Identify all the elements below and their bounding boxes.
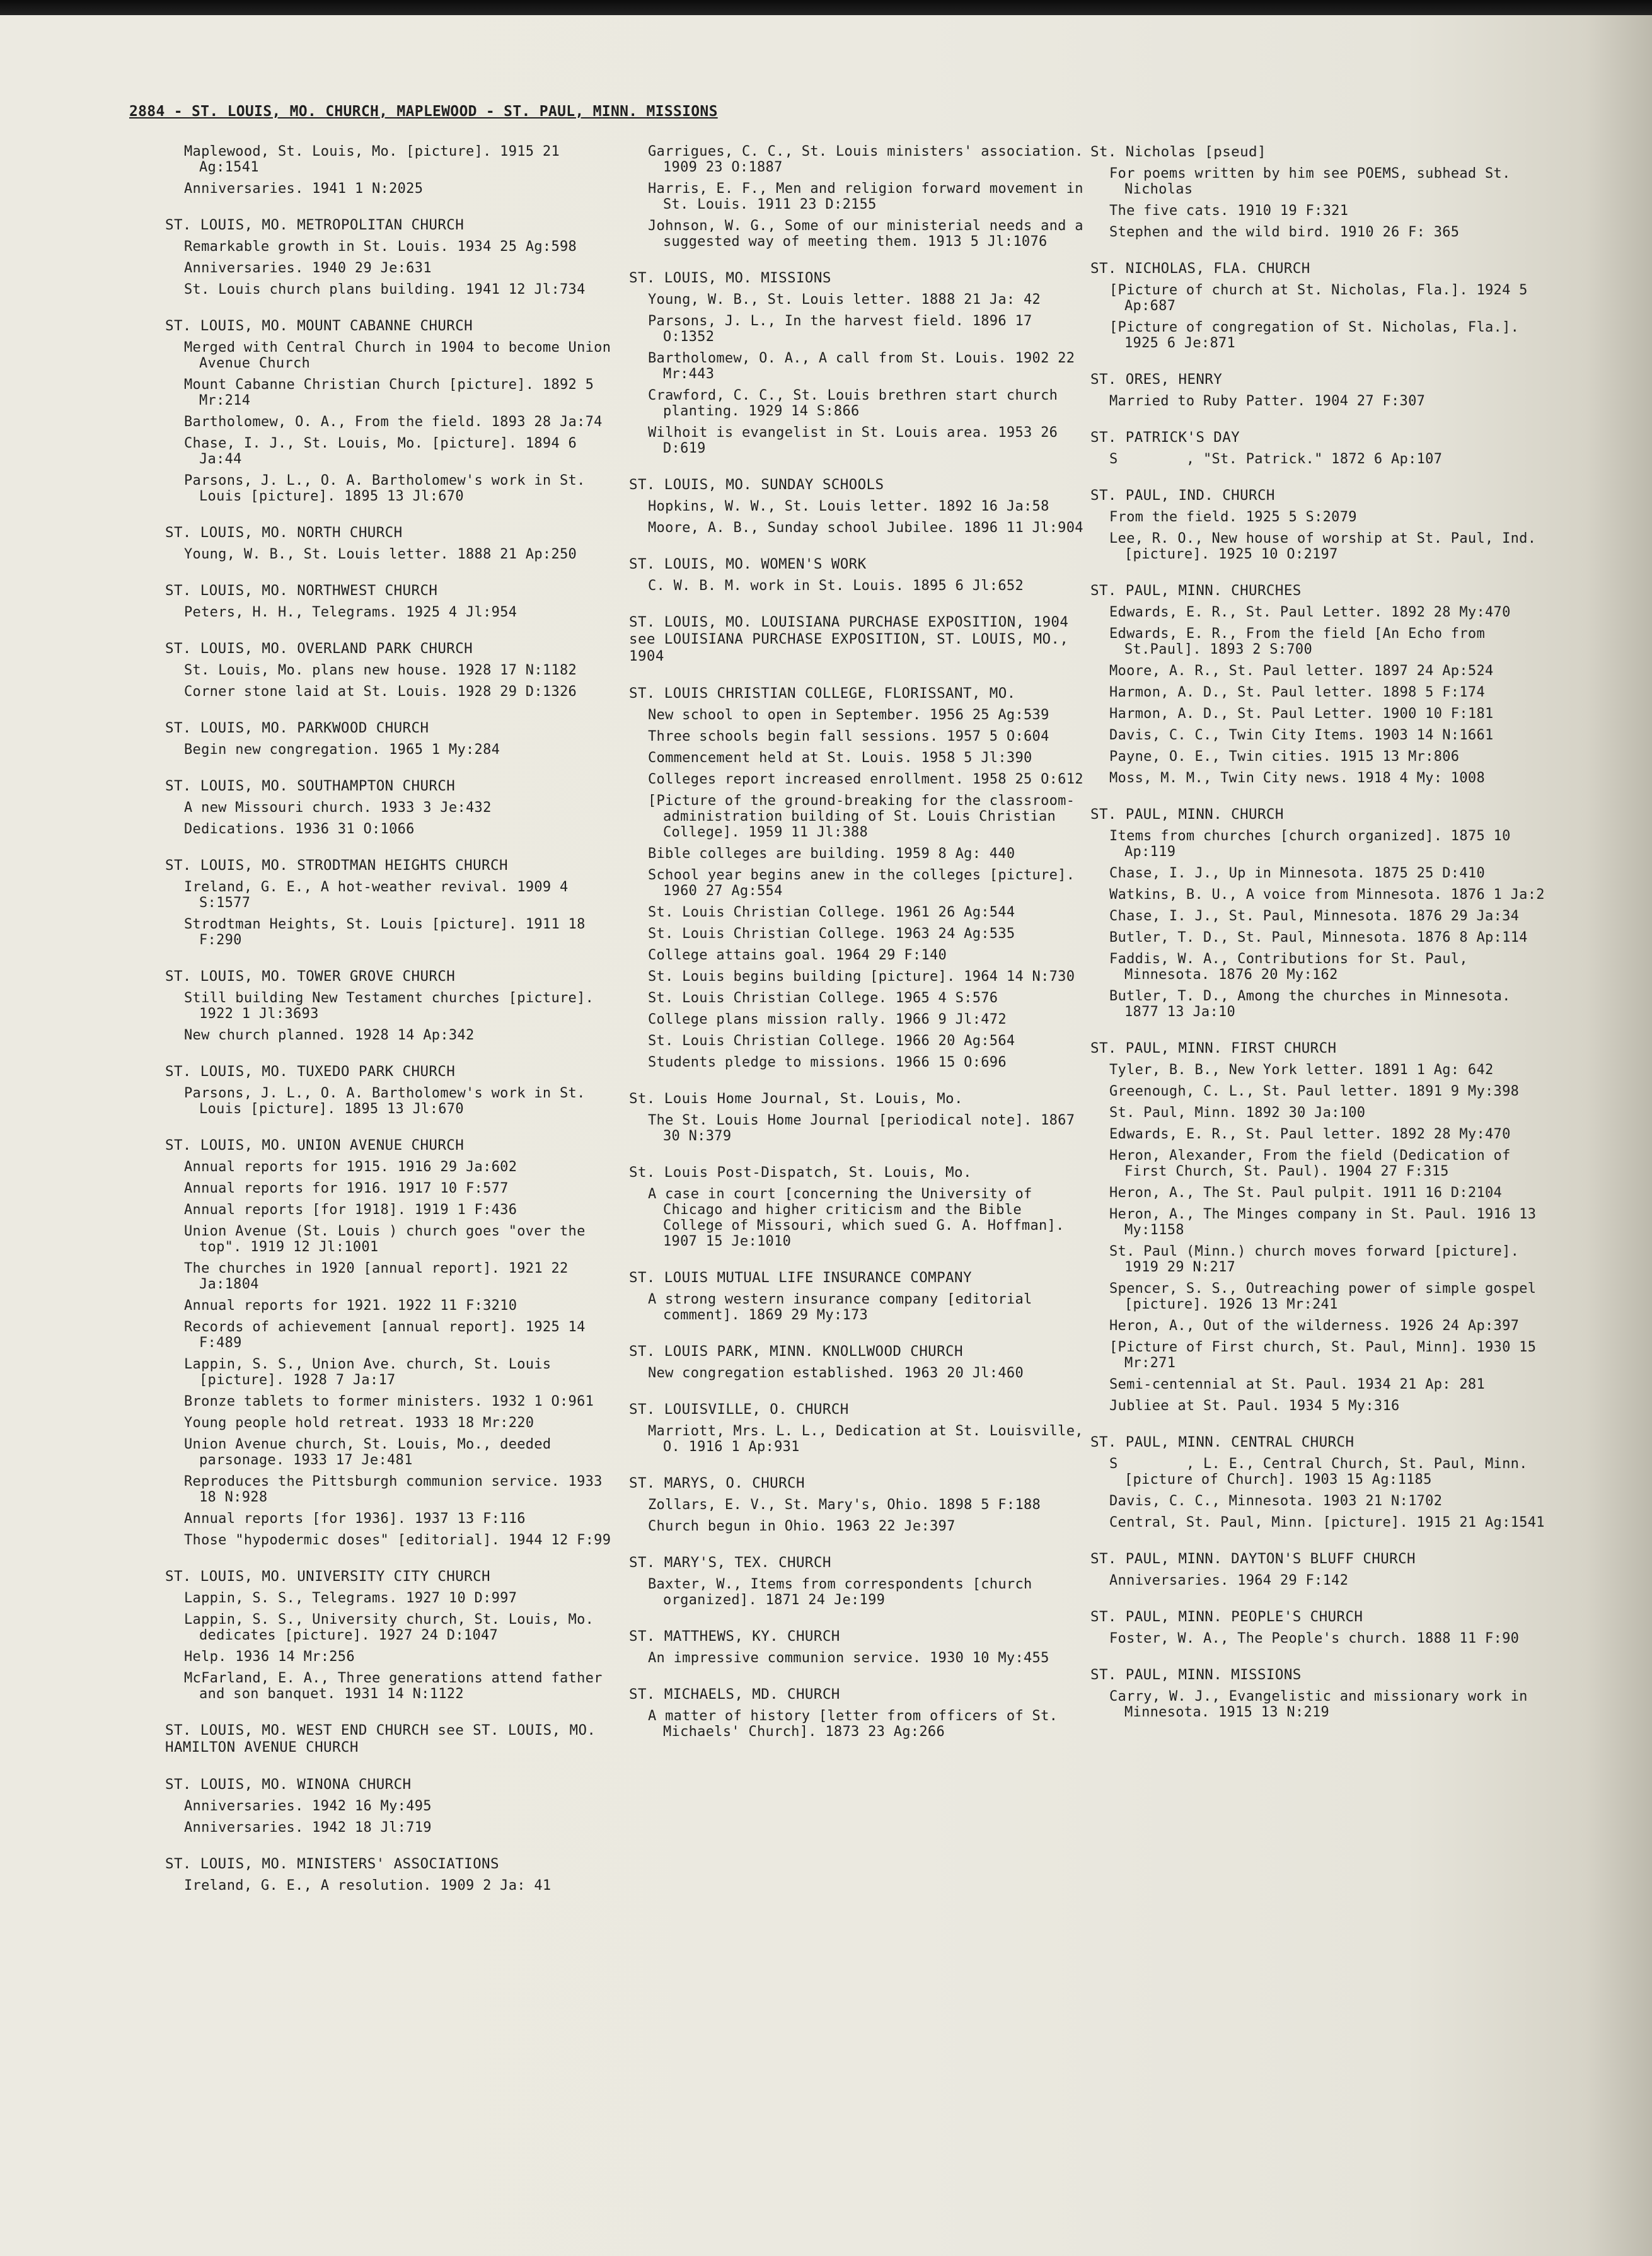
index-column-3 <box>1090 144 1551 1740</box>
section-heading: ST. LOUIS, MO. MOUNT CABANNE CHURCH <box>165 318 473 334</box>
index-entry: Harmon, A. D., St. Paul Letter. 1900 10 F:181 <box>1109 706 1494 722</box>
scan-top-edge <box>0 0 1652 15</box>
index-section <box>629 1401 1092 1455</box>
index-section <box>165 1856 625 1894</box>
index-entry: C. W. B. M. work in St. Louis. 1895 6 Jl:652 <box>648 578 1024 594</box>
index-section <box>1090 1040 1551 1414</box>
index-entry: Heron, Alexander, From the field (Dedication of First Church, St. Paul). 1904 27 F:315 <box>1109 1148 1520 1179</box>
index-section <box>629 614 1089 665</box>
section-heading: ST. PAUL, MINN. CHURCHES <box>1090 582 1302 599</box>
index-entry: Edwards, E. R., St. Paul letter. 1892 28 My:470 <box>1109 1126 1511 1142</box>
index-entry: A matter of history [letter from officers of St. Michaels' Church]. 1873 23 Ag:266 <box>648 1708 1066 1740</box>
index-entry: Marriott, Mrs. L. L., Dedication at St. Louisville, O. 1916 1 Ap:931 <box>648 1423 1092 1455</box>
index-entry: St. Louis Christian College. 1965 4 S:576 <box>648 990 998 1006</box>
index-entry: Chase, I. J., Up in Minnesota. 1875 25 D:410 <box>1109 865 1485 881</box>
index-section <box>629 1628 1089 1666</box>
index-section <box>629 144 1092 250</box>
section-heading: ST. PAUL, MINN. CHURCH <box>1090 806 1284 823</box>
index-entry: St. Paul, Minn. 1892 30 Ja:100 <box>1109 1105 1366 1121</box>
index-entry: St. Louis Christian College. 1966 20 Ag:564 <box>648 1033 1015 1049</box>
index-entry: Ireland, G. E., A resolution. 1909 2 Ja: 41 <box>184 1878 552 1894</box>
index-entry: Anniversaries. 1942 16 My:495 <box>184 1798 432 1814</box>
index-section <box>629 556 1089 594</box>
index-entry: McFarland, E. A., Three generations attend father and son banquet. 1931 14 N:1122 <box>184 1670 611 1702</box>
index-entry: Heron, A., The Minges company in St. Paul. 1916 13 My:1158 <box>1109 1206 1545 1238</box>
index-column-1 <box>165 144 625 1914</box>
index-entry: Moss, M. M., Twin City news. 1918 4 My: 1008 <box>1109 770 1485 786</box>
section-heading: ST. MICHAELS, MD. CHURCH <box>629 1686 840 1703</box>
section-heading: ST. LOUIS, MO. METROPOLITAN CHURCH <box>165 217 465 233</box>
index-entry: New church planned. 1928 14 Ap:342 <box>184 1027 475 1043</box>
index-entry: From the field. 1925 5 S:2079 <box>1109 509 1357 525</box>
section-heading: ST. MATTHEWS, KY. CHURCH <box>629 1628 840 1645</box>
section-heading: ST. LOUIS MUTUAL LIFE INSURANCE COMPANY <box>629 1270 972 1286</box>
index-entry: St. Louis, Mo. plans new house. 1928 17 N:1182 <box>184 662 577 678</box>
index-entry: Begin new congregation. 1965 1 My:284 <box>184 742 500 758</box>
section-heading: ST. LOUIS, MO. MINISTERS' ASSOCIATIONS <box>165 1856 499 1872</box>
index-entry: Greenough, C. L., St. Paul letter. 1891 9 My:398 <box>1109 1084 1520 1099</box>
index-section <box>165 778 625 837</box>
index-entry: Annual reports for 1916. 1917 10 F:577 <box>184 1181 509 1196</box>
index-entry: Central, St. Paul, Minn. [picture]. 1915 21 Ag:1541 <box>1109 1515 1545 1530</box>
index-entry: Parsons, J. L., In the harvest field. 1896 17 O:1352 <box>648 313 1041 345</box>
index-entry: Wilhoit is evangelist in St. Louis area. 1953 26 D:619 <box>648 425 1066 456</box>
index-entry: Edwards, E. R., From the field [An Echo from St.Paul]. 1893 2 S:700 <box>1109 626 1494 657</box>
index-entry: For poems written by him see POEMS, subhead St. Nicholas <box>1109 166 1520 197</box>
index-entry: Annual reports for 1921. 1922 11 F:3210 <box>184 1298 517 1314</box>
index-entry: Bartholomew, O. A., From the field. 1893 28 Ja:74 <box>184 414 603 430</box>
section-heading: ST. LOUIS, MO. UNIVERSITY CITY CHURCH <box>165 1568 491 1585</box>
index-entry: Chase, I. J., St. Paul, Minnesota. 1876 29 Ja:34 <box>1109 908 1520 924</box>
index-section <box>1090 1667 1551 1720</box>
index-section <box>165 857 625 948</box>
index-section <box>629 1090 1089 1144</box>
index-entry: Still building New Testament churches [picture]. 1922 1 Jl:3693 <box>184 990 603 1022</box>
index-entry: Lappin, S. S., University church, St. Louis, Mo. dedicates [picture]. 1927 24 D:1047 <box>184 1612 603 1643</box>
section-heading: ST. ORES, HENRY <box>1090 371 1223 388</box>
index-entry: Remarkable growth in St. Louis. 1934 25 Ag:598 <box>184 239 577 255</box>
index-entry: Payne, O. E., Twin cities. 1915 13 Mr:806 <box>1109 749 1460 765</box>
section-heading: ST. LOUIS, MO. NORTHWEST CHURCH <box>165 582 438 599</box>
index-entry: Union Avenue church, St. Louis, Mo., deeded parsonage. 1933 17 Je:481 <box>184 1437 560 1468</box>
index-entry: Edwards, E. R., St. Paul Letter. 1892 28 My:470 <box>1109 604 1511 620</box>
index-section <box>1090 806 1551 1020</box>
index-entry: Dedications. 1936 31 O:1066 <box>184 821 415 837</box>
section-heading: ST. PATRICK'S DAY <box>1090 429 1240 446</box>
index-section <box>629 685 1089 1070</box>
index-section <box>629 1164 1089 1249</box>
index-section <box>1090 144 1551 240</box>
index-entry: A case in court [concerning the University of Chicago and higher criticism and the Bible College of Missouri, which sued G. A. Hoffman]. 1907 15 Je:1010 <box>648 1186 1073 1249</box>
section-heading: ST. LOUIS, MO. NORTH CHURCH <box>165 524 403 541</box>
index-entry: Parsons, J. L., O. A. Bartholomew's work in St. Louis [picture]. 1895 13 Jl:670 <box>184 473 594 504</box>
section-heading: ST. NICHOLAS, FLA. CHURCH <box>1090 260 1310 277</box>
index-entry: Reproduces the Pittsburgh communion service. 1933 18 N:928 <box>184 1474 611 1505</box>
section-heading: ST. LOUIS, MO. WOMEN'S WORK <box>629 556 867 572</box>
index-entry: Three schools begin fall sessions. 1957 5 O:604 <box>648 729 1049 744</box>
index-entry: Those "hypodermic doses" [editorial]. 1944 12 F:99 <box>184 1532 611 1548</box>
section-heading: St. Nicholas [pseud] <box>1090 144 1266 160</box>
index-entry: Carry, W. J., Evangelistic and missionary work in Minnesota. 1915 13 N:219 <box>1109 1689 1537 1720</box>
index-entry: Items from churches [church organized]. 1875 10 Ap:119 <box>1109 828 1520 860</box>
index-entry: Help. 1936 14 Mr:256 <box>184 1649 355 1665</box>
section-heading: ST. MARYS, O. CHURCH <box>629 1475 805 1491</box>
index-section <box>629 477 1089 536</box>
index-section <box>165 217 625 298</box>
index-section <box>1090 1551 1551 1588</box>
index-entry: Young, W. B., St. Louis letter. 1888 21 Ja: 42 <box>648 292 1041 308</box>
section-heading: ST. MARY'S, TEX. CHURCH <box>629 1554 831 1571</box>
section-heading: ST. LOUIS, MO. LOUISIANA PURCHASE EXPOSITION, 1904 see LOUISIANA PURCHASE EXPOSITION, ST. LOUIS, MO., 1904 <box>629 614 1078 664</box>
index-column-2 <box>629 144 1092 1760</box>
index-entry: New school to open in September. 1956 25 Ag:539 <box>648 707 1049 723</box>
index-entry: Davis, C. C., Minnesota. 1903 21 N:1702 <box>1109 1493 1443 1509</box>
index-entry: Annual reports [for 1918]. 1919 1 F:436 <box>184 1202 517 1218</box>
section-heading: ST. LOUIS PARK, MINN. KNOLLWOOD CHURCH <box>629 1343 963 1360</box>
index-page <box>0 15 1652 2256</box>
index-entry: St. Paul (Minn.) church moves forward [picture]. 1919 29 N:217 <box>1109 1244 1528 1275</box>
index-section <box>165 1722 625 1756</box>
index-section <box>1090 371 1551 409</box>
index-entry: Young, W. B., St. Louis letter. 1888 21 Ap:250 <box>184 547 577 562</box>
index-entry: Church begun in Ohio. 1963 22 Je:397 <box>648 1518 956 1534</box>
index-entry: College plans mission rally. 1966 9 Jl:472 <box>648 1012 1007 1027</box>
index-entry: St. Louis Christian College. 1963 24 Ag:535 <box>648 926 1015 942</box>
index-entry: Garrigues, C. C., St. Louis ministers' association. 1909 23 O:1887 <box>648 144 1092 175</box>
index-entry: Bible colleges are building. 1959 8 Ag: 440 <box>648 846 1015 862</box>
index-entry: The St. Louis Home Journal [periodical note]. 1867 30 N:379 <box>648 1113 1083 1144</box>
index-entry: Crawford, C. C., St. Louis brethren start church planting. 1929 14 S:866 <box>648 388 1066 419</box>
index-entry: An impressive communion service. 1930 10 My:455 <box>648 1650 1049 1666</box>
index-section <box>165 1568 625 1702</box>
index-entry: Maplewood, St. Louis, Mo. [picture]. 1915 21 Ag:1541 <box>184 144 569 175</box>
index-section <box>165 582 625 620</box>
index-entry: [Picture of the ground-breaking for the classroom-administration building of St. Louis Christian College]. 1959 11 Jl:388 <box>648 793 1075 840</box>
section-heading: ST. PAUL, MINN. PEOPLE'S CHURCH <box>1090 1609 1363 1625</box>
index-entry: School year begins anew in the colleges [picture]. 1960 27 Ag:554 <box>648 867 1083 899</box>
section-heading: ST. LOUIS, MO. TUXEDO PARK CHURCH <box>165 1063 456 1080</box>
index-section <box>1090 582 1551 786</box>
index-entry: Heron, A., Out of the wilderness. 1926 24 Ap:397 <box>1109 1318 1520 1334</box>
index-entry: Bartholomew, O. A., A call from St. Louis. 1902 22 Mr:443 <box>648 350 1083 382</box>
index-entry: Faddis, W. A., Contributions for St. Paul, Minnesota. 1876 20 My:162 <box>1109 951 1477 983</box>
index-entry: Peters, H. H., Telegrams. 1925 4 Jl:954 <box>184 604 517 620</box>
index-entry: Anniversaries. 1964 29 F:142 <box>1109 1573 1349 1588</box>
index-entry: Parsons, J. L., O. A. Bartholomew's work in St. Louis [picture]. 1895 13 Jl:670 <box>184 1085 594 1117</box>
section-heading: ST. PAUL, MINN. MISSIONS <box>1090 1667 1302 1683</box>
index-section <box>629 1343 1089 1381</box>
index-entry: [Picture of congregation of St. Nicholas, Fla.]. 1925 6 Je:871 <box>1109 320 1528 351</box>
section-heading: ST. LOUIS, MO. MISSIONS <box>629 270 831 286</box>
index-section <box>629 1554 1089 1608</box>
index-entry: St. Louis Christian College. 1961 26 Ag:544 <box>648 905 1015 920</box>
index-section <box>165 968 625 1043</box>
index-entry: Moore, A. B., Sunday school Jubilee. 1896 11 Jl:904 <box>648 520 1083 536</box>
index-section <box>1090 487 1551 562</box>
section-heading: ST. LOUIS, MO. SOUTHAMPTON CHURCH <box>165 778 456 794</box>
index-entry: New congregation established. 1963 20 Jl:460 <box>648 1365 1024 1381</box>
index-entry: Students pledge to missions. 1966 15 O:696 <box>648 1055 1007 1070</box>
index-section <box>629 1270 1089 1323</box>
section-heading: ST. LOUIS, MO. SUNDAY SCHOOLS <box>629 477 884 493</box>
index-entry: [Picture of church at St. Nicholas, Fla.]. 1924 5 Ap:687 <box>1109 282 1537 314</box>
index-section <box>165 1063 625 1117</box>
index-entry: Butler, T. D., Among the churches in Minnesota. 1877 13 Ja:10 <box>1109 988 1520 1020</box>
index-entry: S , L. E., Central Church, St. Paul, Minn. [picture of Church]. 1903 15 Ag:1185 <box>1109 1456 1537 1488</box>
page-header: 2884 - ST. LOUIS, MO. CHURCH, MAPLEWOOD - ST. PAUL, MINN. MISSIONS <box>129 103 718 120</box>
section-heading: St. Louis Post-Dispatch, St. Louis, Mo. <box>629 1164 972 1181</box>
section-heading: ST. LOUIS, MO. WINONA CHURCH <box>165 1776 412 1793</box>
section-heading: ST. PAUL, MINN. DAYTON'S BLUFF CHURCH <box>1090 1551 1416 1567</box>
index-entry: Mount Cabanne Christian Church [picture]. 1892 5 Mr:214 <box>184 377 603 408</box>
index-entry: A new Missouri church. 1933 3 Je:432 <box>184 800 492 816</box>
index-entry: St. Louis begins building [picture]. 1964 14 N:730 <box>648 969 1075 985</box>
index-section <box>165 144 625 197</box>
index-entry: The churches in 1920 [annual report]. 1921 22 Ja:1804 <box>184 1261 577 1292</box>
index-entry: Watkins, B. U., A voice from Minnesota. 1876 1 Ja:2 <box>1109 887 1545 903</box>
index-entry: [Picture of First church, St. Paul, Minn]. 1930 15 Mr:271 <box>1109 1339 1545 1371</box>
index-entry: Bronze tablets to former ministers. 1932 1 O:961 <box>184 1394 594 1409</box>
index-entry: Hopkins, W. W., St. Louis letter. 1892 16 Ja:58 <box>648 499 1049 514</box>
index-entry: Anniversaries. 1941 1 N:2025 <box>184 181 424 197</box>
index-entry: Annual reports [for 1936]. 1937 13 F:116 <box>184 1511 526 1527</box>
index-section <box>1090 1609 1551 1646</box>
index-entry: Tyler, B. B., New York letter. 1891 1 Ag: 642 <box>1109 1062 1494 1078</box>
index-entry: Ireland, G. E., A hot-weather revival. 1909 4 S:1577 <box>184 879 577 911</box>
index-entry: Harris, E. F., Men and religion forward movement in St. Louis. 1911 23 D:2155 <box>648 181 1092 212</box>
index-section <box>1090 260 1551 351</box>
section-heading: ST. LOUIS, MO. PARKWOOD CHURCH <box>165 720 429 736</box>
index-entry: Young people hold retreat. 1933 18 Mr:220 <box>184 1415 534 1431</box>
section-heading: ST. LOUISVILLE, O. CHURCH <box>629 1401 849 1418</box>
index-entry: Heron, A., The St. Paul pulpit. 1911 16 D:2104 <box>1109 1185 1503 1201</box>
index-entry: Married to Ruby Patter. 1904 27 F:307 <box>1109 393 1426 409</box>
index-section <box>165 640 625 700</box>
index-entry: Lee, R. O., New house of worship at St. Paul, Ind. [picture]. 1925 10 O:2197 <box>1109 531 1545 562</box>
index-entry: Anniversaries. 1942 18 Jl:719 <box>184 1820 432 1836</box>
index-entry: Strodtman Heights, St. Louis [picture]. 1911 18 F:290 <box>184 917 594 948</box>
index-entry: Merged with Central Church in 1904 to become Union Avenue Church <box>184 340 620 371</box>
index-entry: Commencement held at St. Louis. 1958 5 Jl:390 <box>648 750 1032 766</box>
index-section <box>165 1776 625 1836</box>
index-section <box>165 1137 625 1548</box>
index-entry: Records of achievement [annual report]. 1925 14 F:489 <box>184 1319 594 1351</box>
section-heading: St. Louis Home Journal, St. Louis, Mo. <box>629 1090 963 1107</box>
index-entry: Annual reports for 1915. 1916 29 Ja:602 <box>184 1159 517 1175</box>
index-entry: Stephen and the wild bird. 1910 26 F: 365 <box>1109 224 1460 240</box>
section-heading: ST. LOUIS, MO. WEST END CHURCH see ST. LOUIS, MO. HAMILTON AVENUE CHURCH <box>165 1722 605 1756</box>
section-heading: ST. PAUL, MINN. FIRST CHURCH <box>1090 1040 1337 1056</box>
index-entry: Chase, I. J., St. Louis, Mo. [picture]. 1894 6 Ja:44 <box>184 436 586 467</box>
section-heading: ST. LOUIS, MO. STRODTMAN HEIGHTS CHURCH <box>165 857 508 874</box>
index-entry: S , "St. Patrick." 1872 6 Ap:107 <box>1109 451 1443 467</box>
index-entry: Lappin, S. S., Telegrams. 1927 10 D:997 <box>184 1590 517 1606</box>
index-entry: Union Avenue (St. Louis ) church goes "over the top". 1919 12 Jl:1001 <box>184 1223 594 1255</box>
index-entry: Anniversaries. 1940 29 Je:631 <box>184 260 432 276</box>
index-entry: Semi-centennial at St. Paul. 1934 21 Ap: 281 <box>1109 1377 1485 1392</box>
index-entry: Colleges report increased enrollment. 1958 25 O:612 <box>648 772 1083 787</box>
section-heading: ST. LOUIS CHRISTIAN COLLEGE, FLORISSANT, MO. <box>629 685 1016 702</box>
index-section <box>1090 1434 1551 1530</box>
index-entry: Zollars, E. V., St. Mary's, Ohio. 1898 5 F:188 <box>648 1497 1041 1513</box>
index-entry: Spencer, S. S., Outreaching power of simple gospel [picture]. 1926 13 Mr:241 <box>1109 1281 1545 1312</box>
section-heading: ST. PAUL, IND. CHURCH <box>1090 487 1275 504</box>
index-section <box>165 720 625 758</box>
index-entry: Baxter, W., Items from correspondents [church organized]. 1871 24 Je:199 <box>648 1576 1041 1608</box>
index-section <box>629 270 1089 456</box>
index-entry: The five cats. 1910 19 F:321 <box>1109 203 1349 219</box>
index-entry: Corner stone laid at St. Louis. 1928 29 D:1326 <box>184 684 577 700</box>
index-entry: Lappin, S. S., Union Ave. church, St. Louis [picture]. 1928 7 Ja:17 <box>184 1356 560 1388</box>
index-entry: Harmon, A. D., St. Paul letter. 1898 5 F:174 <box>1109 685 1485 700</box>
index-section <box>629 1686 1089 1740</box>
index-section <box>629 1475 1089 1534</box>
index-section <box>165 524 625 562</box>
index-entry: Johnson, W. G., Some of our ministerial needs and a suggested way of meeting them. 1913 5 Jl:1076 <box>648 218 1092 250</box>
index-entry: Davis, C. C., Twin City Items. 1903 14 N:1661 <box>1109 727 1494 743</box>
index-entry: Foster, W. A., The People's church. 1888 11 F:90 <box>1109 1631 1520 1646</box>
index-entry: Moore, A. R., St. Paul letter. 1897 24 Ap:524 <box>1109 663 1494 679</box>
section-heading: ST. LOUIS, MO. OVERLAND PARK CHURCH <box>165 640 473 657</box>
index-entry: College attains goal. 1964 29 F:140 <box>648 947 947 963</box>
index-entry: St. Louis church plans building. 1941 12 Jl:734 <box>184 282 586 298</box>
index-entry: A strong western insurance company [editorial comment]. 1869 29 My:173 <box>648 1292 1041 1323</box>
index-entry: Butler, T. D., St. Paul, Minnesota. 1876 8 Ap:114 <box>1109 930 1528 946</box>
index-section <box>165 318 625 504</box>
index-entry: Jubliee at St. Paul. 1934 5 My:316 <box>1109 1398 1400 1414</box>
section-heading: ST. LOUIS, MO. UNION AVENUE CHURCH <box>165 1137 465 1154</box>
section-heading: ST. LOUIS, MO. TOWER GROVE CHURCH <box>165 968 456 985</box>
index-section <box>1090 429 1551 467</box>
section-heading: ST. PAUL, MINN. CENTRAL CHURCH <box>1090 1434 1355 1450</box>
